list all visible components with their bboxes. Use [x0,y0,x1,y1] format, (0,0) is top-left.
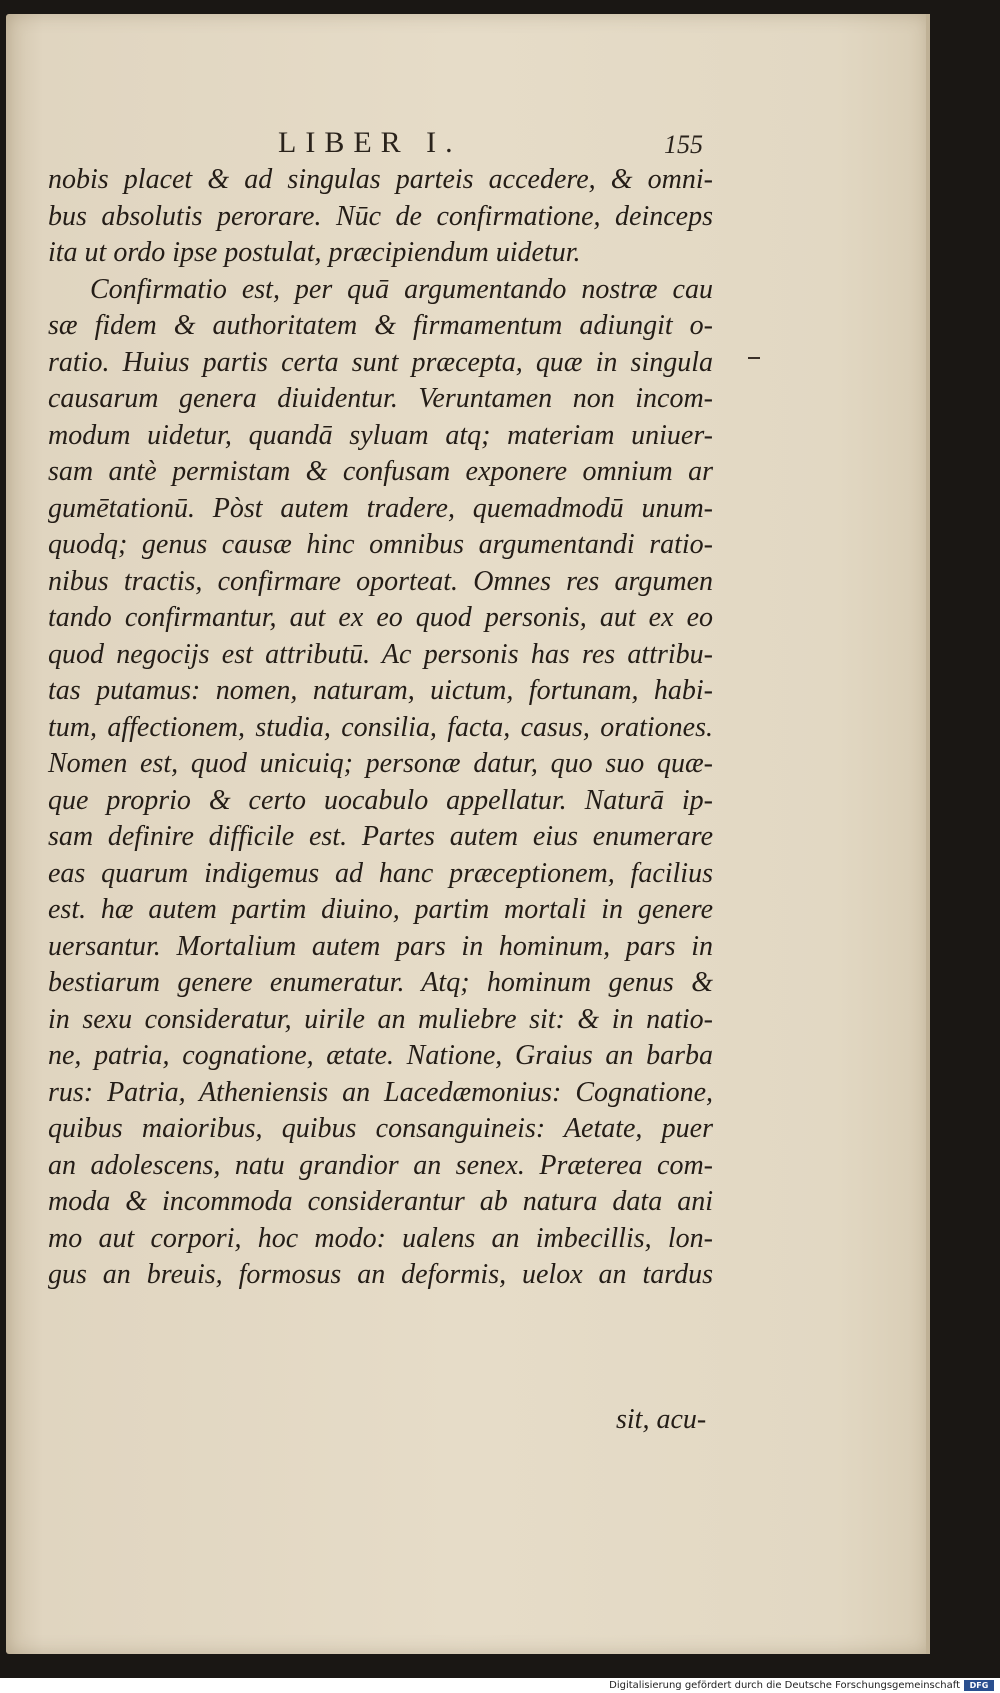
text-line: que proprio & certo uocabulo appellatur. Naturā ip- [48,784,713,816]
text-line: bus absolutis perorare. Nūc de confirmatione, deinceps [48,200,713,232]
text-line: moda & incommoda considerantur ab natura data ani [48,1186,713,1217]
text-line: sam definire difficile est. Partes autem eius enumerare [48,821,713,852]
margin-mark [748,357,760,359]
running-head: LIBER I. [278,126,462,159]
page-edge [926,14,930,1654]
body-text [48,162,713,1294]
text-line: ratio. Huius partis certa sunt præcepta, quæ in singula [48,346,713,378]
text-line: tando confirmantur, aut ex eo quod personis, aut ex eo [48,602,713,633]
text-line: sæ fidem & authoritatem & firmamentum adiungit o- [48,310,713,341]
text-line: in sexu consideratur, uirile an muliebre sit: & in natio- [48,1003,713,1035]
text-line: tum, affectionem, studia, consilia, facta, casus, orationes. [48,711,713,743]
text-line: an adolescens, natu grandior an senex. Præterea com- [48,1149,713,1181]
text-line: nibus tractis, confirmare oporteat. Omnes res argumen [48,565,713,597]
text-line: uersantur. Mortalium autem pars in hominum, pars in [48,930,713,962]
text-line: bestiarum genere enumeratur. Atq; hominum genus & [48,967,713,998]
text-line: Confirmatio est, per quā argumentando nostræ cau [90,273,713,305]
text-line: quod negocijs est attributū. Ac personis has res attribu- [48,638,713,670]
digitization-footer [0,1678,1000,1693]
page-header [6,126,929,166]
text-line: tas putamus: nomen, naturam, uictum, fortunam, habi- [48,675,713,706]
page-number: 155 [664,130,703,159]
text-line: quodq; genus causæ hinc omnibus argumentandi ratio- [48,529,713,560]
book-page [6,14,929,1654]
text-line: gumētationū. Pòst autem tradere, quemadmodū unum- [48,492,713,524]
text-line: quibus maioribus, quibus consanguineis: Aetate, puer [48,1113,713,1144]
catchword: sit, acu- [616,1404,707,1435]
text-line: mo aut corpori, hoc modo: ualens an imbecillis, lon- [48,1222,713,1254]
dfg-logo: DFG [964,1680,994,1691]
text-line: gus an breuis, formosus an deformis, uelox an tardus [48,1259,713,1290]
text-line: est. hæ autem partim diuino, partim mortali in genere [48,894,713,925]
funding-credit: Digitalisierung gefördert durch die Deutsche Forschungsgemeinschaft [609,1680,960,1691]
text-line: rus: Patria, Atheniensis an Lacedæmonius: Cognatione, [48,1076,713,1108]
text-line: eas quarum indigemus ad hanc præceptionem, facilius [48,857,713,889]
text-line: Nomen est, quod unicuiq; personæ datur, quo suo quæ- [48,748,713,779]
text-line: ita ut ordo ipse postulat, præcipiendum uidetur. [48,237,581,268]
text-line: nobis placet & ad singulas parteis accedere, & omni- [48,164,713,195]
text-line: sam antè permistam & confusam exponere omnium ar [48,456,713,487]
text-line: causarum genera diuidentur. Veruntamen non incom- [48,383,713,414]
text-line: modum uidetur, quandā syluam atq; materiam uniuer- [48,419,713,451]
text-line: ne, patria, cognatione, ætate. Natione, Graius an barba [48,1040,713,1071]
